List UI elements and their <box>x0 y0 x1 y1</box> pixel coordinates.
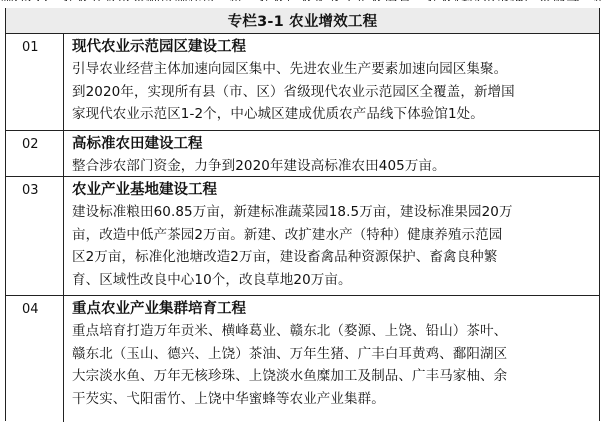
description-line: 引导农业经营主体加速向园区集中、先进农业生产要素加速向园区集聚。 <box>72 61 508 77</box>
table-header: 专栏3-1 农业增效工程 <box>6 8 599 34</box>
row-number: 01 <box>6 34 64 130</box>
feature-table <box>5 8 600 421</box>
table-row <box>6 296 599 422</box>
project-description <box>72 58 595 126</box>
cut-off-previous-text <box>0 0 603 1</box>
row-content <box>64 177 599 295</box>
row-number: 04 <box>6 296 64 422</box>
description-line: 赣东北（玉山、德兴、上饶）茶油、万年生猪、广丰白耳黄鸡、鄱阳湖区 <box>72 345 508 362</box>
description-line: 重点培育打造万年贡米、横峰葛业、赣东北（婺源、上饶、铅山）茶叶、 <box>72 323 508 339</box>
description-line: 亩，改造中低产茶园2万亩。新建、改扩建水产（特种）健康养殖示范园 <box>72 226 503 243</box>
project-title: 现代农业示范园区建设工程 <box>72 39 246 55</box>
project-description <box>72 320 595 410</box>
project-description <box>72 155 595 178</box>
row-content <box>64 296 599 422</box>
row-content <box>64 34 599 130</box>
project-title: 农业产业基地建设工程 <box>72 182 217 198</box>
description-line: 家现代农业示范区1-2个，中心城区建成优质农产品线下体验馆1处。 <box>72 106 484 122</box>
description-line: 干芡实、弋阳雷竹、上饶中华蜜蜂等农业产业集群。 <box>72 390 385 407</box>
row-number: 03 <box>6 177 64 295</box>
table-row <box>6 34 599 131</box>
description-line: 区2万亩，标准化池塘改造2万亩，建设畜禽品种资源保护、畜禽良种繁 <box>72 249 498 265</box>
project-title: 高标准农田建设工程 <box>72 136 203 152</box>
row-number: 02 <box>6 131 64 176</box>
project-title: 重点农业产业集群培育工程 <box>72 301 246 317</box>
table-row <box>6 177 599 296</box>
row-content <box>64 131 599 176</box>
description-line: 育、区域性改良中心10个，改良草地20万亩。 <box>72 271 352 288</box>
description-line: 建设标准粮田60.85万亩，新建标准蔬菜园18.5万亩，建设标准果园20万 <box>72 204 513 220</box>
project-description <box>72 201 595 291</box>
description-line: 大宗淡水鱼、万年无核珍珠、上饶淡水鱼糜加工及制品、广丰马家柚、余 <box>72 368 508 384</box>
table-row <box>6 131 599 177</box>
description-line: 到2020年，实现所有县（市、区）省级现代农业示范园区全覆盖，新增国 <box>72 83 515 100</box>
description-line: 整合涉农部门资金，力争到2020年建设高标准农田405万亩。 <box>72 158 446 174</box>
